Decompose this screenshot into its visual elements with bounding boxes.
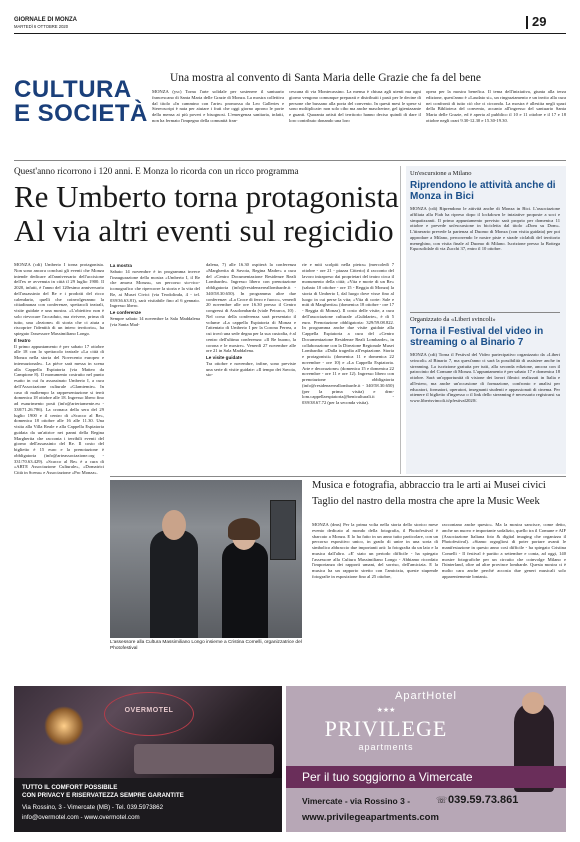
sidebar1-headline: Riprendono le attività anche di Monza in Bici xyxy=(410,180,556,202)
main-col2-text2: Sempre sabato 14 novembre la Sala Maddalena (via Santa Mad- xyxy=(110,315,200,327)
sidebar2-body: MONZA (cdi) Torna il Festival del Video partecipativo organizzato da «Liberi svincoli» al Binario 7, ma quest'anno ci sarà la possibilità di assistere anche in streaming. La iscrizione gratuita per tutti, alla seconda edizione, ancora con il patrocinio del Comune di Monza. L'appuntamento è per sabato 17 e domenica 18 ottobre. Sarà un'opportunità di visione dei lavori filmici realizzati in Italia e all'estero, ma anche un'occasione di formazione, confronto e analisi per educatori, formatori, operatori, insegnanti studenti e appassionati di cinema. Per ottenere il biglietto d'ingresso o il link dello streaming è necessario registrarsi su www.liberisvincoli.it/pfestival2020/. xyxy=(410,352,560,403)
music-rule xyxy=(110,476,566,477)
main-headline-2: Al via altri eventi sul regicidio xyxy=(14,213,394,248)
main-col2-text: Sabato 14 novembre è in programma invece l'inaugurazione della mostra «Umberto I, il Re che amava Monza», un percorso sto-rico-iconografico che ripercorre la storia e la vita del Re, ai Musei Civici (via Teodolinda, 4 - tel. 039/36.63.81), sarà visitabile fino al 6 gennaio. Ingresso libero. xyxy=(110,268,200,309)
photo-face-left xyxy=(162,510,186,540)
main-col3-text: dalena, 7) alle 16.30 ospiterà la conferenza «Margherita di Savoia, Regina Madre» a cura del «Centro Documentazione Residenze Reali Lombarde». Ingresso libero con prenotazione obbligatoria (info@residenzereallombarde.it - 340/58.30.650). In programma altre due conferenze: «La Croce di ferro e fuoco», venerdì 20 novembre alle ore 16.30 presso il Centro congressi di Assolombarda (viale Petrarca, 10) . Nel corso della conferenza sarà presentato il volume «La cappella Espiatoria di Monza e l'attentato di Umberto I per la Corona Ferrea, a cui trovò una sede degna per la sua custodia, è al centro dell'ultima conferenza: «Il Re buono, la corona e le mostre». Venerdì 27 novembre alle ore 21 in Sala Maddalena. xyxy=(206,262,296,354)
ad-privilege-top: ApartHotel xyxy=(395,690,457,702)
ad-privilege-phone: 039.59.73.861 xyxy=(448,794,519,806)
photo-figure-right xyxy=(222,542,268,638)
ad-privilege[interactable] xyxy=(286,686,566,832)
main-col1 xyxy=(14,262,104,677)
music-headline-1: Musica e fotografia, abbraccio tra le arti ai Musei civici xyxy=(312,480,546,491)
sidebar-divider xyxy=(400,166,401,474)
main-col2-subhead2: Le conferenze xyxy=(110,310,141,315)
ad-privilege-brand: PRIVILEGE xyxy=(324,716,448,741)
section-label xyxy=(14,78,154,126)
page-number: 29 xyxy=(532,14,547,29)
paper-date: MARTEDÌ 6 OTTOBRE 2020 xyxy=(14,24,69,29)
main-col2 xyxy=(110,262,200,452)
ad-overmotel-address: Via Rossino, 3 - Vimercate (MB) - Tel. 039.5973862 xyxy=(22,804,164,811)
sidebar1-kicker: Un'escursione a Milano xyxy=(410,170,472,177)
masthead xyxy=(0,0,580,30)
top-story-col2: cescana di via Montecassino. La mensa è chiusa agli utenti ma ogni giorno vengono comunque preparati e distribuiti i pasti per le decine di persone che bussano alla porta del convento. In questi mesi le spese si sono moltiplicate: non solo cibo ma anche mascherine, gel igienizzante e guanti. Quaranta artisti del territorio hanno deciso quindi di dare il loro contributo donando una loro xyxy=(289,89,421,123)
ad-overmotel-bed xyxy=(134,744,274,774)
main-col3 xyxy=(206,262,296,452)
top-story-col3: opera per la mostra benefica. Il tema dell'iniziativa, giunta alla terza edizione, quest'anno è «Laudato si», un ringraziamento e un invito alla cura nei confronti di tutto ciò che ci circonda. La mostra è allestita negli spazi della Biblioteca del convento, accanto all'ingresso del santuario Santa Maria delle Grazie, ed è aperta al pubblico il 10 e 11 ottobre e il 17 e 18 ottobre negli orari 9.30-12.30 e 15.30-19.30. xyxy=(426,89,566,123)
main-col1-text: MONZA (cdi) Umberto I torna protagonista. Non sono ancora conclusi gli eventi che Monza intende dedicare all'anniversario dell'uccisione dell'ex re avvenuta in città il 29 luglio 1900. Il 2020, infatti, è l'anno del 120esimo anniversario dell'assassinio del Re e i prodotti del ricco calendario, quelli che coinvolgeranno la cittadinanza con conferenze, spettacoli teatrali, visite guidate e una mostra. «L'obiettivo non è solo rievocare l'accaduto, ma rivivere, prima di tutto, una «lezione» di storia che ci aiuta a riscoprire l'identità di un intero territorio», ha spiegato l'assessore Massimiliano Longo. xyxy=(14,262,104,336)
ad-privilege-sub: apartments xyxy=(358,742,414,752)
phone-icon: ☏ xyxy=(436,795,448,805)
section-line1: CULTURA xyxy=(14,76,132,103)
music-col1: MONZA (dms) Per la prima volta nella storia dello storico mese evento dedicato al mondo della fotografia, il Photofestival è sbarcato a Monza. E lo ha fatto in un anno tutto particolare, con un percorso espositivo unico, in grado di unire in una sorta di simbolico abbraccio due importanti arti: la fotografia da un lato e la musica dall'altro. «E' stato un periodo difficile - ha spiegato l'assessore alla Cultura Massimiliano Longo - Abbiamo ricordato l'importanza dei rapporti umani, del sorriso, dell'amicizia. E la musica ha un rapporto stretto con l'amicizia, queste stupende fotografie in esposizione fino al 25 ottobre, xyxy=(312,522,438,579)
ad-privilege-web: www.privilegeapartments.com xyxy=(302,812,439,823)
photo-hair-right xyxy=(228,518,260,540)
ad-privilege-address: Vimercate - via Rossino 3 - xyxy=(302,796,411,806)
section-line2: E SOCIETÀ xyxy=(14,100,148,127)
ad-overmotel-logo: OVERMOTEL xyxy=(124,707,174,714)
main-col3-text2: Tra ottobre e novembre, infine, sono previste una serie di visite guidate: «Il tempo dei Savoia, sto- xyxy=(206,360,296,378)
page-number-rule xyxy=(526,16,528,29)
main-col1-text2: Il primo appuntamento è per sabato 17 ottobre alle 18 con lo spettacolo teatrale «La città di Monza nella storia del Novecento europeo e internazionale». La pièce sarà messa in scena alla Cappella Espiatoria (via Matteo da Campione 8). Il monumento costruito nel punto esatto in cui fu assassinato Umberto I, a cura dell'Associazione culturale «Glamtemie». In caso di maltempo la rappresentazione si terrà domenica 18 ottobre alle 18. Ingresso libero fino ad esaurimento posti (info@arteriamente.eu - 338/71.26.786). La cronaca della sera del 29 luglio 1900 e il centro di «Scacco al Re», domenica 18 ottobre alle 16 alle 11.30. Una visita alla Villa Reale e alla Cappella Espiatoria guidata da un'attrice nei panni della Regina Margherita che racconta i terribili eventi del giorno dell'assassinio del Re. Il costo del biglietto è 15 euro e la prenotazione è obbligatoria (info@arteassociazione.org - 331/70.63.429). «Scacco al Re» è a cura di «ARTE Associazione Culturale», «Domatrici Città in Scena» e Associazione «Pro Monza». xyxy=(14,343,104,475)
main-col4: rie e miti scolpiti nella pietra» (mercoledì 7 ottobre - ore 21 - piazza Citterio) il racconto del lavoro intrapreso dai proprietari del teatro circa il monumento della città; «Vita e morte di un Re» (sabato 10 ottobre - ore 15 - Reggia di Monza) la storia di Umberto I, dal luogo dove visse fino al luogo in cui perse la vita; «Vita di corte: Sale e miti di Margherita» (domenica 18 ottobre - ore 17 - Reggia di Monza). Il costo delle visite, a cura dell'associazione culturale «Gulidarte», è di 5 euro. Prenotazione obbligatoria: 329/59.08.822. In programma anche due visite guidate alla Cappella Espiatoria a cura del «Centro Documentazione Residenze Reali Lombarde», in collaborazione con la Direzione Regionale Musei Lombardia: «Dalla tragedia all'espiazione. Storia e protagonisti» (domenica 11 e domenica 22 novembre - ore 10) e «La Cappella Espiatoria. Arte e decorazione» (domenica 15 e domenica 22 novembre - ore 11 e ore 12). Ingresso libero con prenotazione obbligatoria (info@residenzereallombarde.it - 340/58.30.650) (per la prima visita) e drm-lom.cappellaespiatoria@beniculturali.it - 039/38.67.72 (per la seconda visita). xyxy=(302,262,394,405)
main-col1-subhead: Il teatro xyxy=(14,337,31,343)
ad-overmotel-web: info@overmotel.com - www.overmotel.com xyxy=(22,814,140,821)
ad-privilege-woman-head xyxy=(522,692,544,714)
main-headline-1: Re Umberto torna protagonista xyxy=(14,179,399,214)
top-story-headline: Una mostra al convento di Santa Maria delle Grazie che fa del bene xyxy=(170,72,482,84)
sidebar2-headline: Torna il Festival del video in streaming o al Binario 7 xyxy=(410,326,544,348)
music-photo xyxy=(110,480,302,638)
main-col2-subhead: La mostra xyxy=(110,263,132,268)
main-col3-subhead: Le visite guidate xyxy=(206,355,242,360)
music-caption: L'assessore alla Cultura Massimiliano Longo insieme a Cristina Comelli, organizzatrice del Photofestival xyxy=(110,640,302,651)
ad-overmotel[interactable] xyxy=(14,686,282,832)
top-story-rule xyxy=(14,160,566,161)
sidebar1-body: MONZA (cdi) Riprendono le attività anche di Monza in Bici. L'associazione affiliata alla Fiab ha ripreso dopo il lockdown le iniziative proposte a soci e simpatizzanti. Il primo appuntamento previsto sarà proprio per domenica 11 ottobre e prevede un'escursione in bicicletta dal titolo «Dom su Dom». L'itinerario prevede la partenza al Duomo di Monza (con visita guidata) per poi approdare a Milano, percorrendo le nostre piste e strade ciclabili del territorio meneghino, con visita finale al Duomo di Milano. Iscrizione presso la Bottega Equosolidale di via Zucchi 37, entro il 10 ottobre. xyxy=(410,206,560,252)
photo-frame xyxy=(270,500,296,560)
top-story-col1: MONZA (ysc) Torna l'arte solidale per sostenere il santuario francescano di Santa Maria delle Grazie di Monza. La mostra collettiva dal titolo «In cammino con l'arte» promossa da Leo Galleries e Stereoscript è nata per aiutare i frati che oggi giorno aprono le porte della mensa ai più poveri e bisognosi. L'emergenza sanitaria, infatti, non ha fermato l'impegno della comunità fran- xyxy=(152,89,284,123)
ad-overmotel-lamp xyxy=(44,706,84,746)
ad-overmotel-logo-ring xyxy=(104,692,194,736)
sidebar2-kicker: Organizzato da «Liberi svincoli» xyxy=(410,316,496,323)
music-col2: raccontano anche questo». Ma la mostra sancisce, come detto, anche un nuovo e importante sodalizio, quello tra il Comune e AIF (Associazione Italiana foto & digital imaging che organizza il Photofestival). «Siamo orgogliosi di poter portare avanti le manifestazione in questo anno così difficile - ha spiegato Cristina Comelli - Il festival è partito a settembre e conta, ad oggi, 140 mostre fotografiche per un circuito che coinvolge Milano e l'hinterland, oltre ad altre province lombarde. Questa mostra ci è molto cara anche perché accosta due generi musicali solo apparentemente lontani». xyxy=(442,522,566,579)
ad-privilege-stars: ★★★ xyxy=(376,707,396,714)
ad-privilege-slogan: Per il tuo soggiorno a Vimercate xyxy=(302,770,473,784)
music-headline-2: Taglio del nastro della mostra che apre la Music Week xyxy=(312,496,540,507)
masthead-rule xyxy=(14,33,566,34)
sidebar-rule xyxy=(410,312,560,313)
ad-overmotel-line1: TUTTO IL COMFORT POSSIBILE xyxy=(22,784,118,791)
ad-overmotel-line2: CON PRIVACY E RISERVATEZZA SEMPRE GARANTITE xyxy=(22,792,184,799)
photo-figure-left xyxy=(150,530,198,638)
paper-name: GIORNALE DI MONZA xyxy=(14,17,77,23)
main-kicker: Quest'anno ricorrono i 120 anni. E Monza lo ricorda con un ricco programma xyxy=(14,166,299,176)
